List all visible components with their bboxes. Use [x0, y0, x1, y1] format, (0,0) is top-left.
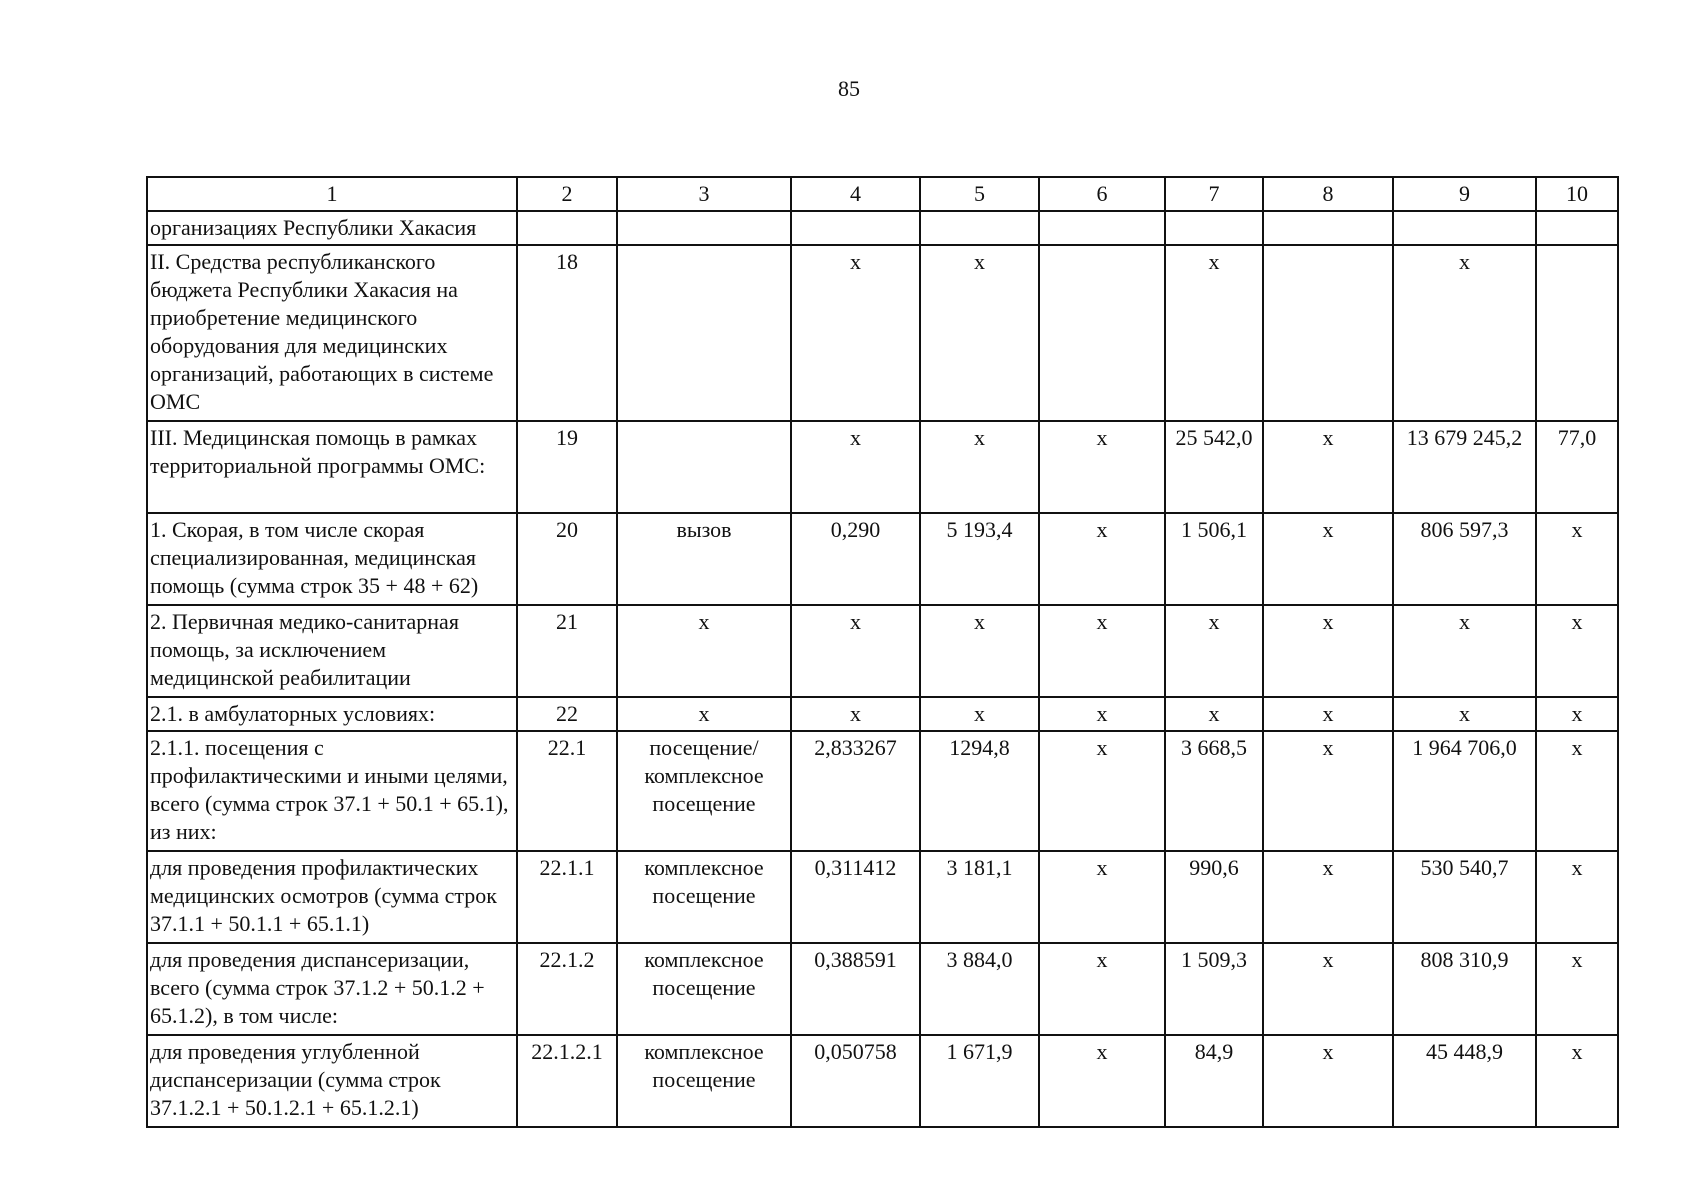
- column-number-cell: 5: [920, 177, 1039, 211]
- row-description-cell: 2.1.1. посещения с профилактическими и иными целями, всего (сумма строк 37.1 + 50.1 + 65.1), из них:: [147, 731, 517, 851]
- row-description-cell: II. Средства республиканского бюджета Республики Хакасия на приобретение медицинского оборудования для медицинских организаций, работающих в системе ОМС: [147, 245, 517, 421]
- row-description-cell: 2. Первичная медико-санитарная помощь, за исключением медицинской реабилитации: [147, 605, 517, 697]
- table-cell: х: [1263, 513, 1393, 605]
- table-cell: х: [1039, 731, 1165, 851]
- table-cell: вызов: [617, 513, 791, 605]
- table-cell: 77,0: [1536, 421, 1618, 513]
- column-number-cell: 6: [1039, 177, 1165, 211]
- page-number: 85: [838, 76, 860, 101]
- table-cell: х: [1039, 513, 1165, 605]
- table-cell: [617, 211, 791, 245]
- table-cell: 1 964 706,0: [1393, 731, 1536, 851]
- table-cell: [1263, 211, 1393, 245]
- table-cell: х: [791, 245, 920, 421]
- column-number-cell: 3: [617, 177, 791, 211]
- table-cell: х: [1536, 697, 1618, 731]
- table-cell: комплексное посещение: [617, 943, 791, 1035]
- table-row: [147, 1035, 1618, 1127]
- table-cell: х: [1039, 697, 1165, 731]
- column-number-cell: 4: [791, 177, 920, 211]
- table-cell: 22.1.1: [517, 851, 617, 943]
- table-cell: х: [1039, 943, 1165, 1035]
- table-cell: х: [1536, 1035, 1618, 1127]
- table-row: [147, 421, 1618, 513]
- table-cell: х: [920, 697, 1039, 731]
- column-number-cell: 10: [1536, 177, 1618, 211]
- table-cell: 25 542,0: [1165, 421, 1263, 513]
- table-cell: 22.1.2: [517, 943, 617, 1035]
- table-cell: 21: [517, 605, 617, 697]
- table-cell: 1294,8: [920, 731, 1039, 851]
- table-row: [147, 697, 1618, 731]
- table-cell: [1039, 211, 1165, 245]
- table-cell: х: [920, 421, 1039, 513]
- table-cell: 22: [517, 697, 617, 731]
- table-cell: х: [1536, 513, 1618, 605]
- row-description-cell: для проведения диспансеризации, всего (сумма строк 37.1.2 + 50.1.2 + 65.1.2), в том числе:: [147, 943, 517, 1035]
- table-cell: х: [1263, 851, 1393, 943]
- table-cell: [517, 211, 617, 245]
- row-description-cell: для проведения профилактических медицинских осмотров (сумма строк 37.1.1 + 50.1.1 + 65.1.1): [147, 851, 517, 943]
- table-cell: [617, 421, 791, 513]
- table-cell: 0,050758: [791, 1035, 920, 1127]
- table-cell: [1165, 211, 1263, 245]
- table-cell: 84,9: [1165, 1035, 1263, 1127]
- table-cell: 0,311412: [791, 851, 920, 943]
- table-cell: 2,833267: [791, 731, 920, 851]
- table-cell: 0,388591: [791, 943, 920, 1035]
- table-cell: х: [1393, 245, 1536, 421]
- table-cell: 5 193,4: [920, 513, 1039, 605]
- table-cell: х: [1263, 697, 1393, 731]
- table-cell: х: [1263, 421, 1393, 513]
- table-cell: х: [617, 605, 791, 697]
- table-cell: [791, 211, 920, 245]
- table-cell: 1 506,1: [1165, 513, 1263, 605]
- table-cell: [617, 245, 791, 421]
- table-cell: [1263, 245, 1393, 421]
- table-row: [147, 943, 1618, 1035]
- table-cell: 0,290: [791, 513, 920, 605]
- table-cell: 19: [517, 421, 617, 513]
- table-cell: х: [1263, 943, 1393, 1035]
- table-cell: х: [1165, 697, 1263, 731]
- row-description-cell: для проведения углубленной диспансеризации (сумма строк 37.1.2.1 + 50.1.2.1 + 65.1.2.1): [147, 1035, 517, 1127]
- table-cell: комплексное посещение: [617, 851, 791, 943]
- table-cell: х: [791, 605, 920, 697]
- table-cell: х: [791, 421, 920, 513]
- table-row: [147, 211, 1618, 245]
- table-cell: х: [1393, 605, 1536, 697]
- table-cell: 45 448,9: [1393, 1035, 1536, 1127]
- row-description-cell: организациях Республики Хакасия: [147, 211, 517, 245]
- table-cell: [1536, 245, 1618, 421]
- table-cell: 18: [517, 245, 617, 421]
- table-cell: 22.1.2.1: [517, 1035, 617, 1127]
- table-cell: [920, 211, 1039, 245]
- table-cell: х: [1536, 851, 1618, 943]
- table-cell: посещение/ комплексное посещение: [617, 731, 791, 851]
- table-cell: 806 597,3: [1393, 513, 1536, 605]
- table-cell: х: [1263, 605, 1393, 697]
- table-row: [147, 605, 1618, 697]
- table-cell: 530 540,7: [1393, 851, 1536, 943]
- table-row: [147, 731, 1618, 851]
- table-cell: х: [1165, 245, 1263, 421]
- table-cell: х: [1536, 943, 1618, 1035]
- table-row: [147, 851, 1618, 943]
- table-cell: комплексное посещение: [617, 1035, 791, 1127]
- table-cell: 20: [517, 513, 617, 605]
- table-cell: 1 671,9: [920, 1035, 1039, 1127]
- table-cell: [1039, 245, 1165, 421]
- row-description-cell: 1. Скорая, в том числе скорая специализированная, медицинская помощь (сумма строк 35 + 48 + 62): [147, 513, 517, 605]
- table-cell: х: [1039, 851, 1165, 943]
- column-number-cell: 2: [517, 177, 617, 211]
- table-cell: х: [1039, 605, 1165, 697]
- table-cell: х: [1393, 697, 1536, 731]
- table-cell: [1536, 211, 1618, 245]
- table-cell: х: [920, 605, 1039, 697]
- table-cell: 990,6: [1165, 851, 1263, 943]
- column-number-cell: 8: [1263, 177, 1393, 211]
- table-cell: 3 181,1: [920, 851, 1039, 943]
- table-cell: 1 509,3: [1165, 943, 1263, 1035]
- table-cell: [1393, 211, 1536, 245]
- table-cell: х: [1263, 1035, 1393, 1127]
- table-header-row: [147, 177, 1618, 211]
- table-cell: х: [920, 245, 1039, 421]
- table-cell: х: [1536, 731, 1618, 851]
- table-cell: 3 884,0: [920, 943, 1039, 1035]
- table-cell: х: [617, 697, 791, 731]
- table-cell: 3 668,5: [1165, 731, 1263, 851]
- table-row: [147, 245, 1618, 421]
- table-cell: 13 679 245,2: [1393, 421, 1536, 513]
- table-cell: х: [1039, 1035, 1165, 1127]
- column-number-cell: 7: [1165, 177, 1263, 211]
- row-description-cell: III. Медицинская помощь в рамках территориальной программы ОМС:: [147, 421, 517, 513]
- row-description-cell: 2.1. в амбулаторных условиях:: [147, 697, 517, 731]
- column-number-cell: 9: [1393, 177, 1536, 211]
- table-cell: х: [1039, 421, 1165, 513]
- table-cell: х: [1263, 731, 1393, 851]
- table-cell: 22.1: [517, 731, 617, 851]
- table-row: [147, 513, 1618, 605]
- table-cell: х: [1536, 605, 1618, 697]
- table-cell: х: [791, 697, 920, 731]
- column-number-cell: 1: [147, 177, 517, 211]
- table-cell: х: [1165, 605, 1263, 697]
- data-table: [146, 176, 1619, 1128]
- table-cell: 808 310,9: [1393, 943, 1536, 1035]
